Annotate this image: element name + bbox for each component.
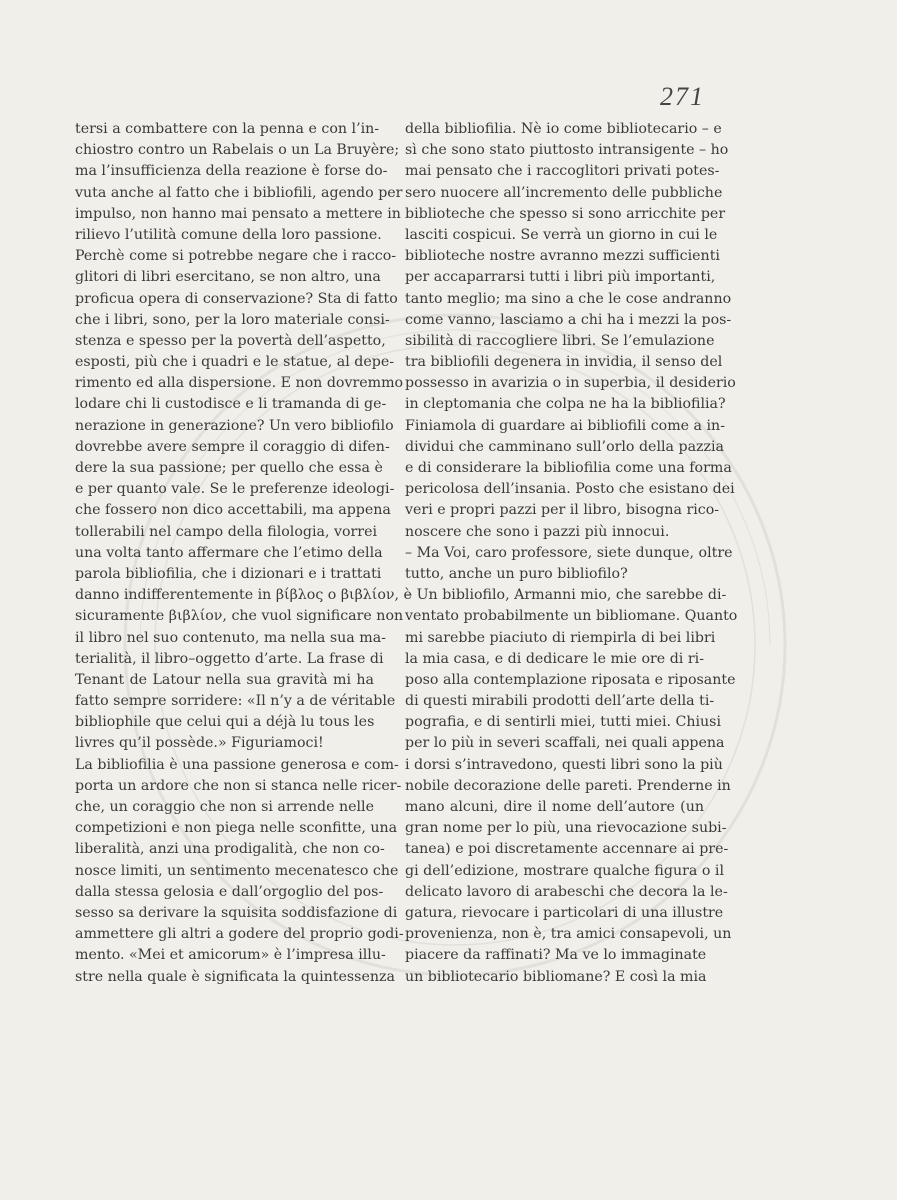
text-line: lasciti cospicui. Se verrà un giorno in cui le [405, 226, 718, 243]
text-line: tersi a combattere con la penna e con l’in- [75, 121, 380, 137]
text-line: ammettere gli altri a godere del proprio godi- [75, 926, 404, 943]
text-line: Finiamola di guardare ai bibliofili come a in- [405, 417, 725, 434]
text-line: competizioni e non piega nelle sconfitte, una [75, 820, 398, 837]
text-line: nerazione in generazione? Un vero bibliofilo [75, 417, 394, 434]
text-line: Tenant de Latour nella sua gravità mi ha [75, 671, 374, 688]
text-line: possesso in avarizia o in superbia, il desiderio [405, 375, 736, 392]
text-line: tollerabili nel campo della filologia, vorrei [75, 523, 378, 540]
text-line: mai pensato che i raccoglitori privati potes- [405, 163, 720, 180]
text-line: che fossero non dico accettabili, ma appena [75, 502, 391, 519]
text-line: sicuramente βιβλίον, che vuol significare non [75, 608, 404, 625]
text-line: per lo più in severi scaffali, nei quali appena [405, 735, 725, 752]
text-line: esposti, più che i quadri e le statue, al depe- [75, 354, 395, 371]
text-line: liberalità, anzi una prodigalità, che non co- [75, 841, 385, 858]
text-line: tanto meglio; ma sino a che le cose andranno [405, 290, 732, 307]
text-line: tutto, anche un puro bibliofilo? [405, 565, 628, 582]
text-line: biblioteche che spesso si sono arricchite per [405, 205, 726, 222]
text-line: sesso sa derivare la squisita soddisfazione di [75, 904, 398, 921]
text-line: come vanno, lasciamo a chi ha i mezzi la pos- [405, 311, 732, 328]
page-number: 271 [660, 82, 705, 111]
text-line: nobile decorazione delle pareti. Prenderne in [405, 777, 731, 794]
text-line: mento. «Mei et amicorum» è l’impresa illu- [75, 947, 386, 964]
text-line: fatto sempre sorridere: «Il n’y a de véritable [75, 693, 396, 710]
text-line: e di considerare la bibliofilia come una forma [405, 460, 732, 476]
text-line: provenienza, non è, tra amici consapevoli, un [405, 926, 732, 943]
text-line: tanea) e poi discretamente accennare ai pre- [405, 841, 729, 858]
text-line: gi dell’edizione, mostrare qualche figura o il [405, 862, 724, 879]
text-line: parola bibliofilia, che i dizionari e i trattati [75, 565, 382, 582]
text-line: il libro nel suo contenuto, ma nella sua ma- [75, 629, 386, 646]
text-line: dovrebbe avere sempre il coraggio di difen- [75, 438, 390, 455]
text-line: mano alcuni, dire il nome dell’autore (un [405, 799, 704, 815]
right-text-column [405, 119, 738, 988]
text-line: dere la sua passione; per quello che essa è [75, 460, 383, 476]
text-line: delicato lavoro di arabeschi che decora la le- [405, 883, 728, 900]
text-line: ma l’insufficienza della reazione è forse do- [75, 163, 388, 180]
text-line: per accaparrarsi tutti i libri più importanti, [405, 269, 716, 286]
text-line: La bibliofilia è una passione generosa e com- [75, 756, 399, 773]
text-line: chiostro contro un Rabelais o un La Bruyère; [75, 142, 400, 159]
text-line: ventato probabilmente un bibliomane. Quanto [405, 608, 738, 625]
text-line: piacere da raffinati? Ma ve lo immaginate [405, 947, 707, 964]
text-line: terialità, il libro–oggetto d’arte. La frase di [75, 650, 384, 667]
text-line: Perchè come si potrebbe negare che i racco- [75, 248, 397, 265]
text-line: gran nome per lo più, una rievocazione subi- [405, 820, 727, 837]
text-line: danno indifferentemente in βίβλος o βιβλίον, è [75, 587, 412, 604]
text-line: glitori di libri esercitano, se non altro, una [75, 269, 381, 286]
text-line: una volta tanto affermare che l’etimo della [75, 544, 383, 561]
text-line: sì che sono stato piuttosto intransigente – ho [405, 142, 729, 159]
text-line: sibilità di raccogliere libri. Se l’emulazione [405, 332, 715, 349]
text-line: rimento ed alla dispersione. E non dovremmo [75, 375, 404, 392]
text-line: biblioteche nostre avranno mezzi sufficienti [405, 248, 720, 265]
text-line: poso alla contemplazione riposata e riposante [405, 671, 736, 688]
text-line: dividui che camminano sull’orlo della pazzia [405, 438, 724, 455]
text-line: – Un bibliofilo, Armanni mio, che sarebbe di- [405, 587, 727, 604]
text-line: bibliophile que celui qui a déjà lu tous les [75, 714, 375, 731]
text-line: sero nuocere all’incremento delle pubbliche [405, 184, 723, 201]
text-line: i dorsi s’intravedono, questi libri sono la più [405, 756, 723, 773]
text-line: vuta anche al fatto che i bibliofili, agendo per [75, 184, 403, 201]
text-line: noscere che sono i pazzi più innocui. [405, 523, 670, 540]
left-text-column [75, 119, 412, 988]
text-line: che i libri, sono, per la loro materiale consi- [75, 311, 390, 328]
text-line: pografia, e di sentirli miei, tutti miei. Chiusi [405, 714, 722, 731]
text-line: livres qu’il possède.» Figuriamoci! [75, 735, 324, 752]
text-line: – Ma Voi, caro professore, siete dunque, oltre [405, 544, 733, 561]
text-line: stre nella quale è significata la quintessenza [75, 968, 395, 985]
text-line: mi sarebbe piaciuto di riempirla di bei libri [405, 629, 716, 646]
text-line: un bibliotecario bibliomane? E così la mia [405, 968, 707, 985]
text-line: la mia casa, e di dedicare le mie ore di ri- [405, 650, 704, 667]
text-line: di questi mirabili prodotti dell’arte della ti- [405, 693, 715, 710]
text-line: della bibliofilia. Nè io come bibliotecario – e [405, 121, 722, 137]
text-line: impulso, non hanno mai pensato a mettere in [75, 205, 401, 222]
text-line: porta un ardore che non si stanca nelle ricer- [75, 777, 402, 794]
text-line: in cleptomania che colpa ne ha la bibliofilia? [405, 396, 726, 413]
text-line: nosce limiti, un sentimento mecenatesco che [75, 862, 399, 879]
text-line: proficua opera di conservazione? Sta di fatto [75, 290, 398, 307]
text-line: gatura, rievocare i particolari di una illustre [405, 904, 724, 921]
text-line: tra bibliofili degenera in invidia, il senso del [405, 354, 723, 371]
text-line: e per quanto vale. Se le preferenze ideologi- [75, 481, 395, 498]
text-line: pericolosa dell’insania. Posto che esistano dei [405, 481, 735, 498]
text-line: rilievo l’utilità comune della loro passione. [75, 226, 382, 243]
text-line: lodare chi li custodisce e li tramanda di ge- [75, 396, 387, 413]
text-line: che, un coraggio che non si arrende nelle [75, 799, 374, 815]
text-line: veri e propri pazzi per il libro, bisogna rico- [405, 502, 720, 519]
text-line: dalla stessa gelosia e dall’orgoglio del pos- [75, 883, 384, 900]
text-line: stenza e spesso per la povertà dell’aspetto, [75, 332, 386, 349]
